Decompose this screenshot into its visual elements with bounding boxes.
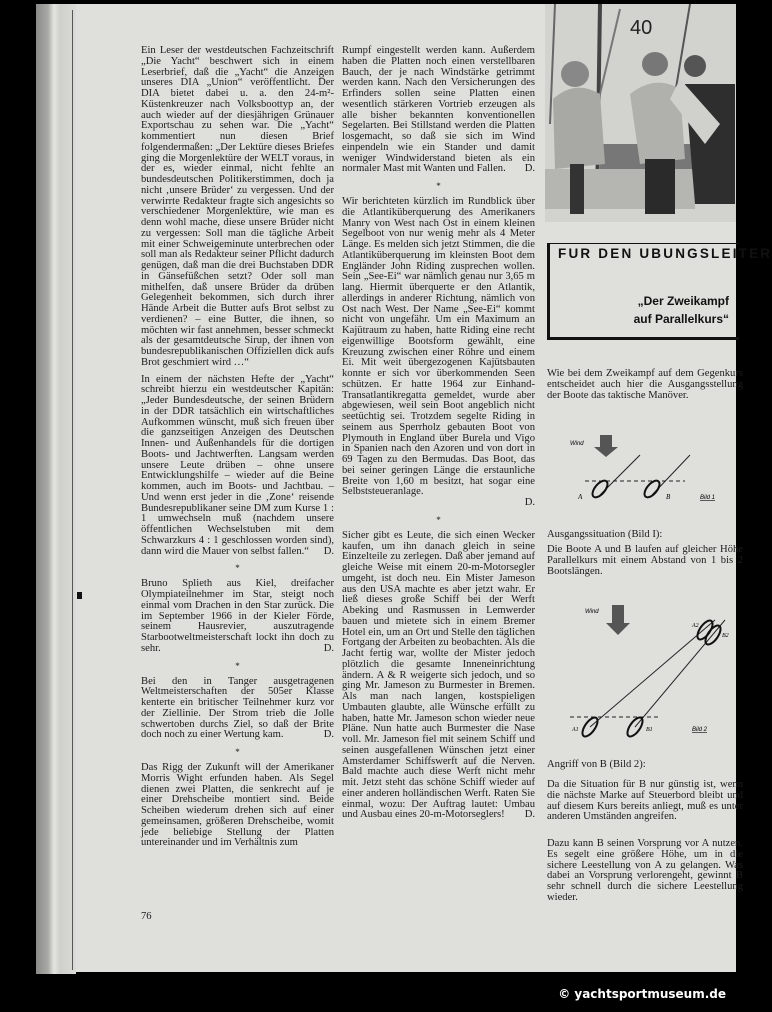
paragraph-text: Sicher gibt es Leute, die sich einen Wecker kaufen, um ihn danach gleich in seine Einzelteile zu zerlegen. Daß aber jemand auf gleiche Weise mit einem 20-m-Motorsegler umgeht, ist doch neu. Ein Mister Jameson aus den USA machte es aber jetzt wahr. Er ließ dieses große Schiff bei der Werft Abeking und Rasmussen in Lemwerder bauen und mietete sich in einem Bremer Hotel ein, um an Ort und Stelle den täglichen Fortgang der Arbeiten zu beobachten. Als die Jacht fertig war, wollte der Mister jedoch plötzlich die gesamte Inneneinrichtung ändern. A & R weigerte sich jedoch, und so ging Mr. Jameson zu Burmester in Bremen. Als man nach langen, kostspieligen Umbauten glaubte, alle Wünsche erfüllt zu haben, hatte Mr. Jameson schon wieder neue Pläne. Nun hatte auch Burmester die Nase voll. Mr. Jameson fiel mit seinem Schiff und seinen ausgefallenen Wünschen jetzt einer Amsterdamer Schiffswerft auf die Nerven. Bald machte auch diese Werft nicht mehr mit. Jetzt steht das schöne Schiff wieder auf einer anderen holländischen Werft. Raten Sie einmal, wozu: Der Auftrag lautet: Umbau und Ausbau eines 20-m-Motorseglers! <box>342 529 535 821</box>
article-paragraph <box>141 46 334 369</box>
photo-illustration <box>545 4 736 222</box>
figure-label: Bild 2 <box>692 727 708 733</box>
boat-a2-label: A2 <box>692 623 699 629</box>
section-title: FUR DEN UBUNGSLEITER <box>558 246 772 261</box>
intro-text: Wie bei dem Zweikampf auf dem Gegenkurs entscheidet auch hier die Ausgangsstellung der Boote das taktische Manöver. <box>547 368 743 401</box>
boat-b-label: B <box>666 493 671 501</box>
article-paragraph <box>141 579 334 654</box>
caption-title: Ausgangssituation (Bild I): <box>547 529 663 540</box>
article-paragraph <box>342 46 535 175</box>
wind-label: Wind <box>585 609 599 615</box>
separator-star: * <box>235 563 240 574</box>
separator-star: * <box>235 660 240 671</box>
wind-arrow-head-icon <box>606 623 630 635</box>
paragraph-text: Bei den in Tanger ausgetragenen Weltmeisterschaften der 505er Klasse kenterte ein britischer Teilnehmer kurz vor der Ziellinie. Der Strom trieb die Jolle schwertoben durchs Ziel, so daß der Brite doch noch zu einer Wertung kam. <box>141 675 334 741</box>
author-signature: D. <box>323 545 334 557</box>
caption-title: Angriff von B (Bild 2): <box>547 759 646 770</box>
caption-text: Da die Situation für B nur günstig ist, wenn die nächste Marke auf Steuerbord bleibt und auf diesem Kurs bereits anliegt, muß es unter anderen Umständen angreifen. <box>547 779 743 823</box>
caption-text: Dazu kann B seinen Vorsprung vor A nutzen. Es segelt eine größere Höhe, um in die sichere Leestellung von A zu gelangen. Was dabei an Vorsprung verlorengeht, gewinnt B sehr schnell durch die sichere Leestellung wieder. <box>547 838 743 903</box>
wind-arrow-icon <box>600 435 612 447</box>
paragraph-text: Ein Leser der westdeutschen Fachzeitschrift „Die Yacht“ beschwert sich in einem Leserbrief, daß die „Yacht“ die Anzeigen unseres DIA „Union“ veröffentlicht. Der DIA bietet dabei u. a. den 24-m²-Küstenkreuzer nach Volksboottyp an, der auch wieder auf der diesjährigen Grünauer Exportschau zu sehen war. Die „Yacht“ kommentiert nun diesen Brief folgendermaßen: „Der Lektüre dieses Briefes ging die Morgenlektüre der WELT voraus, in der es, wieder einmal, nicht fehlte an bundesdeutschen Politikerstimmen, doch ja nicht ‚unsere Brüder‘ zu vergessen. Und der verwirrte Redakteur fragte sich angesichts so verschiedener Morgenlektüre, wie man es denn wohl mache, diese unsere Brüder nicht zu vergessen: Soll man die tägliche Arbeit mit einer Schweigeminute unterbrechen oder soll man als Redakteur seiner Pflicht dadurch genügen, daß man die drei Buchstaben DDR in Gänsefüßchen setzt? Oder soll man mithelfen, daß unsere Brüder da drüben Gelegenheit bekommen, sich durch ihrer Hände Arbeit die Butter aufs Brot selbst zu verdienen? – eine Butter, die ihnen, so möchten wir fast annehmen, besser schmeckt als der gesamtdeutsche Sirup, der ihnen von bundesrepublikanischen Offiziellen dick aufs Brot geschmiert wird …“ <box>141 45 334 368</box>
boat-a1-label: A1 <box>572 727 579 733</box>
article-paragraph <box>141 375 334 558</box>
text-column-2 <box>342 46 535 827</box>
page-number: 76 <box>141 911 152 922</box>
text-column-1 <box>141 46 334 855</box>
paragraph-text: Rumpf eingestellt werden kann. Außerdem haben die Platten noch einen verstellbaren Bauch, der je nach Windstärke getrimmt werden kann. Nach den Versicherungen des Erfinders sollen seine Platten einen wesentlich stärkeren Vortrieb erzeugen als alle bisher bekannten konventionellen Segelarten. Bei Stillstand werden die Platten losgemacht, so daß sie sich im Wind einpendeln wie ein Stander und damit weniger Windwiderstand bieten als ein normaler Mast mit Wanten und Fallen. <box>342 45 535 175</box>
article-paragraph <box>342 197 535 509</box>
article-paragraph <box>342 531 535 821</box>
figure-label: Bild 1 <box>700 495 716 501</box>
paragraph-text: Bruno Splieth aus Kiel, dreifacher Olympiateilnehmer im Star, steigt noch einmal vom Drachen in den Star zurück. Die im September 1966 in der Kieler Förde, seinem Hausrevier, auszutragende Starbootweltmeisterschaft lockt ihn doch zu sehr. <box>141 578 334 654</box>
sail-number: 40 <box>630 17 653 39</box>
wind-arrow-head-icon <box>594 447 618 457</box>
paragraph-text: In einem der nächsten Hefte der „Yacht“ schreibt hierzu ein westdeutscher Kapitän: „Jeder Bundesdeutsche, der seinen Brüdern in der DDR tatsächlich ein wirtschaftliches Aufkommen wünscht, muß sich freuen über die ganzseitigen Anzeigen des Deutschen Innen- und Außenhandels für die dortigen Boots- und Jachtwerften. Langsam werden unsere Leute drüben – ohne unsere Entwicklungshilfe – wieder auf die Beine kommen, auch im Boots- und Jachtbau. – Und wenn erst jeder in die ‚Zone‘ reisende Bundesrepublikaner seine DM zum Kurse 1 : 1 umwechseln muß (nachdem unsere öffentlichen Wechselstuben mit dem Schwarzkurs 4 : 1 geschlossen worden sind), dann wird die Mauer von selbst fallen.“ <box>141 373 334 557</box>
separator-star: * <box>436 181 441 191</box>
boat-b2-label: B2 <box>722 633 729 639</box>
boat-b1-label: B1 <box>646 727 653 733</box>
wind-label: Wind <box>570 441 584 447</box>
author-signature: D. <box>323 729 334 741</box>
section-heading-box <box>547 243 772 340</box>
article-paragraph <box>141 763 334 849</box>
separator-star: * <box>436 514 441 525</box>
book-spine-edge <box>36 4 76 974</box>
author-signature: D. <box>524 809 535 821</box>
separator-star: * <box>235 747 240 757</box>
margin-mark <box>77 592 82 599</box>
author-signature: D. <box>524 497 535 508</box>
author-signature: D. <box>524 163 535 175</box>
author-signature: D. <box>323 642 334 654</box>
section-subtitle: auf Parallelkurs“ <box>633 312 729 326</box>
article-paragraph <box>141 677 334 742</box>
boat-a-label: A <box>578 493 583 501</box>
copyright-watermark: © yachtsportmuseum.de <box>558 987 726 1001</box>
wind-arrow-icon <box>612 605 624 623</box>
section-subtitle: „Der Zweikampf <box>637 294 729 308</box>
paragraph-text: Das Rigg der Zukunft will der Amerikaner Morris Wight erfunden haben. Als Segel dienen zwei Platten, die senkrecht auf je einer Drehscheibe montiert sind. Beide Scheiben wiederum drehen sich auf einer gemeinsamen, größeren Drehscheibe, womit jede beliebige Stellung der Platten untereinander und im Verhältnis zum <box>141 762 334 849</box>
caption-text: Die Boote A und B laufen auf gleicher Höhe Parallelkurs mit einem Abstand von 1 bis 2 Bootslängen. <box>547 544 743 577</box>
diagram-bild-1 <box>570 435 736 505</box>
photo-children-sailing-dinghy <box>545 4 736 222</box>
paragraph-text: Wir berichteten kürzlich im Rundblick über die Atlantiküberquerung des Amerikaners Manry von West nach Ost in einem kleinen Segelboot von nur wenig mehr als 4 Meter Länge. Es melden sich jetzt Stimmen, die die Atlantiküberquerung im kleinsten Boot dem Engländer John Riding zusprechen wollen. Sein „See-Ei“ war nämlich genau nur 3,65 m lang. Hiermit überquerte er den Atlantik, allerdings in anderer Richtung, nämlich von Ost nach West. Der Name „See-Ei“ kommt nicht von ungefähr. Um ein Maximum an Kajütraum zu haben, hatte Riding eine recht eigenwillige Bootsform gewählt, eine Kreuzung zwischen einer Röhre und einem Ei. Mit weit übergezogenen Kajütsbauten konnte er sich vor überkommenden Seen schützen. Er hatte 1964 zur Einhand-Transatlantikregatta gemeldet, wurde aber abgewiesen, weil sein Boot angeblich nicht seetüchtig sei. Trotzdem segelte Riding in seinem aus Sperrholz gebauten Boot von Plymouth in England über Burela und Vigo in Spanien nach den Azoren und von dort in 69 Tagen zu den Bermudas. Das Boot, das bei seiner geringen Länge die erstaunliche Breite von 1,60 m besitzt, hat sogar eine Selbststeueranlage. <box>342 196 535 498</box>
page-fold-line <box>72 10 73 970</box>
diagram-bild-2 <box>570 605 736 740</box>
